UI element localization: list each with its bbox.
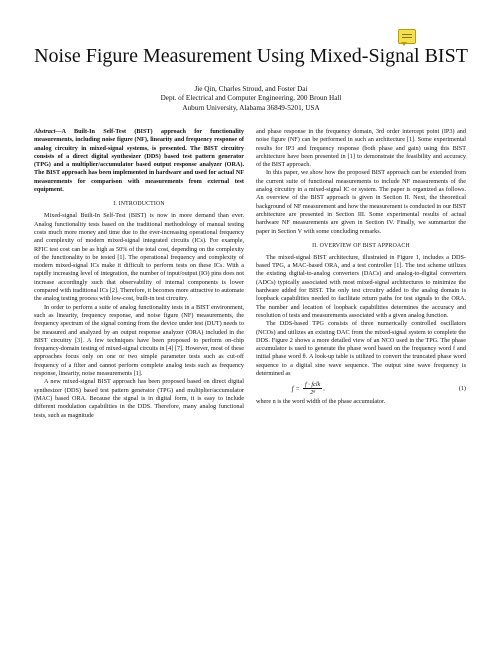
- equation-number: (1): [458, 384, 466, 392]
- paragraph: Mixed-signal Built-In Self-Test (BIST) is now in more demand than ever. Analog functionality tests based on the traditional methodology of manual testing costs much more money and time due to the ever-increasing operational frequency and complexity of modern mixed-signal integrated circuits (ICs). For example, RFIC test cost can be as high as 50% of the total cost, depending on the complexity of the functionality to be tested [1]. The operational frequency and complexity of modern mixed-signal ICs make it difficult to perform tests on these ICs. With a rapidly increasing level of integration, the number of input/output (IO) pins does not increase accordingly such that observability of internal components is lower compared with traditional ICs [2]. Therefore, it becomes more attractive to automate the analog testing process with low-cost, built-in test circuitry.: [34, 212, 244, 303]
- abstract: [34, 128, 244, 194]
- section-heading-introduction: I. INTRODUCTION: [113, 201, 165, 208]
- paragraph: where n is the word width of the phase accumulator.: [256, 398, 386, 406]
- equation-1: [256, 380, 466, 397]
- equation-comma: ,: [323, 384, 325, 392]
- equation-fraction: [303, 381, 322, 396]
- equation-lhs: f =: [291, 384, 300, 393]
- equation-numerator: f · fclk: [305, 381, 321, 389]
- author-names: Jie Qin, Charles Stroud, and Foster Dai: [194, 85, 308, 93]
- right-column: [256, 128, 466, 407]
- affiliation-department: Dept. of Electrical and Computer Engineering, 200 Broun Hall: [160, 94, 342, 103]
- affiliation-university: Auburn University, Alabama 36849-5201, USA: [182, 103, 320, 112]
- paper-title: Noise Figure Measurement Using Mixed-Signal BIST: [34, 45, 468, 67]
- abstract-label: Abstract: [34, 128, 56, 135]
- equation-denominator: 2ⁿ: [310, 389, 316, 397]
- paragraph: In this paper, we show how the proposed BIST approach can be extended from the current suite of functional measurements to include NF measurements of the analog circuitry in a mixed-signal IC or system. The paper is organized as follows. An overview of the BIST approach is given in Section II. Next, the theoretical background of NF measurement and how the measurement is conducted in our BIST architecture are presented in Section III. Some experimental results of actual hardware NF measurements are given in Section IV. Finally, we summarize the paper in Section V with some concluding remarks.: [256, 169, 466, 235]
- paragraph: A new mixed-signal BIST approach has been proposed based on direct digital synthesizer (DDS) based test pattern generator (TPG) and multiplier/accumulator (MAC) based ORA. Because the signal is in digital form, it is easy to include different modulation capabilities in the DDS. Therefore, many analog functional tests, such as magnitude: [34, 378, 244, 419]
- left-column: [34, 128, 244, 420]
- author-block: [0, 85, 502, 113]
- paragraph: In order to perform a suite of analog functionality tests in a BIST environment, such as linearity, frequency response, and noise figure (NF) measurements, the frequency spectrum of the signal coming from the device under test (DUT) needs to be measured and analyzed by an output response analyzer (ORA) included in the BIST circuitry [3]. A few techniques have been proposed to perform on-chip frequency-domain testing of mixed-signal circuits in [4] [7]. However, most of these approaches focus only on one or two simple parameter tests such as cut-off frequency of a filter and cannot perform complete analog tests such as frequency response, linearity, noise measurements [1].: [34, 303, 244, 378]
- section-heading-overview: II. OVERVIEW OF BIST APPROACH: [312, 242, 410, 249]
- paragraph: and phase response in the frequency domain, 3rd order intercept point (IP3) and noise figure (NF) can be performed in such an architecture [1]. Some experimental results for IP3 and frequency response (both phase and gain) using this BIST architecture have been presented in [1] to demonstrate the feasibility and accuracy of the BIST approach.: [256, 128, 466, 169]
- abstract-text: —A Built-In Self-Test (BIST) approach for functionality measurements, including noise figure (NF), linearity and frequency response of analog circuitry in mixed-signal systems, is presented. The BIST circuitry consists of a direct digital synthesizer (DDS) based test pattern generator (TPG) and a multiplier/accumulator based output response analyzer (ORA). The BIST approach has been implemented in hardware and used for actual NF measurements for comparison with measurements from external test equipment.: [34, 128, 244, 194]
- paragraph: The DDS-based TPG consists of three numerically controlled oscillators (NCOs) and utilizes an existing DAC from the mixed-signal system to complete the DDS. Figure 2 shows a more detailed view of an NCO used in the TPG. The phase accumulator is used to generate the phase word based on the frequency word f and initial phase word θ. A look-up table is utilized to convert the truncated phase word sequence to a digital sine wave sequence. The output sine wave frequency is determined as: [256, 320, 466, 378]
- paragraph: The mixed-signal BIST architecture, illustrated in Figure 1, includes a DDS-based TPG, a MAC-based ORA, and a test controller [1]. The test scheme utilizes the existing digital-to-analog converters (DACs) and analog-to-digital converters (ADCs) typically associated with most mixed-signal architectures to minimize the hardware added for BIST. The only test circuitry added to the analog domain is loopback capabilities needed to facilitate return paths for test signals to the ORA. The number and location of loopback capabilities determines the accuracy and resolution of tests and measurements associated with a given analog function.: [256, 253, 466, 319]
